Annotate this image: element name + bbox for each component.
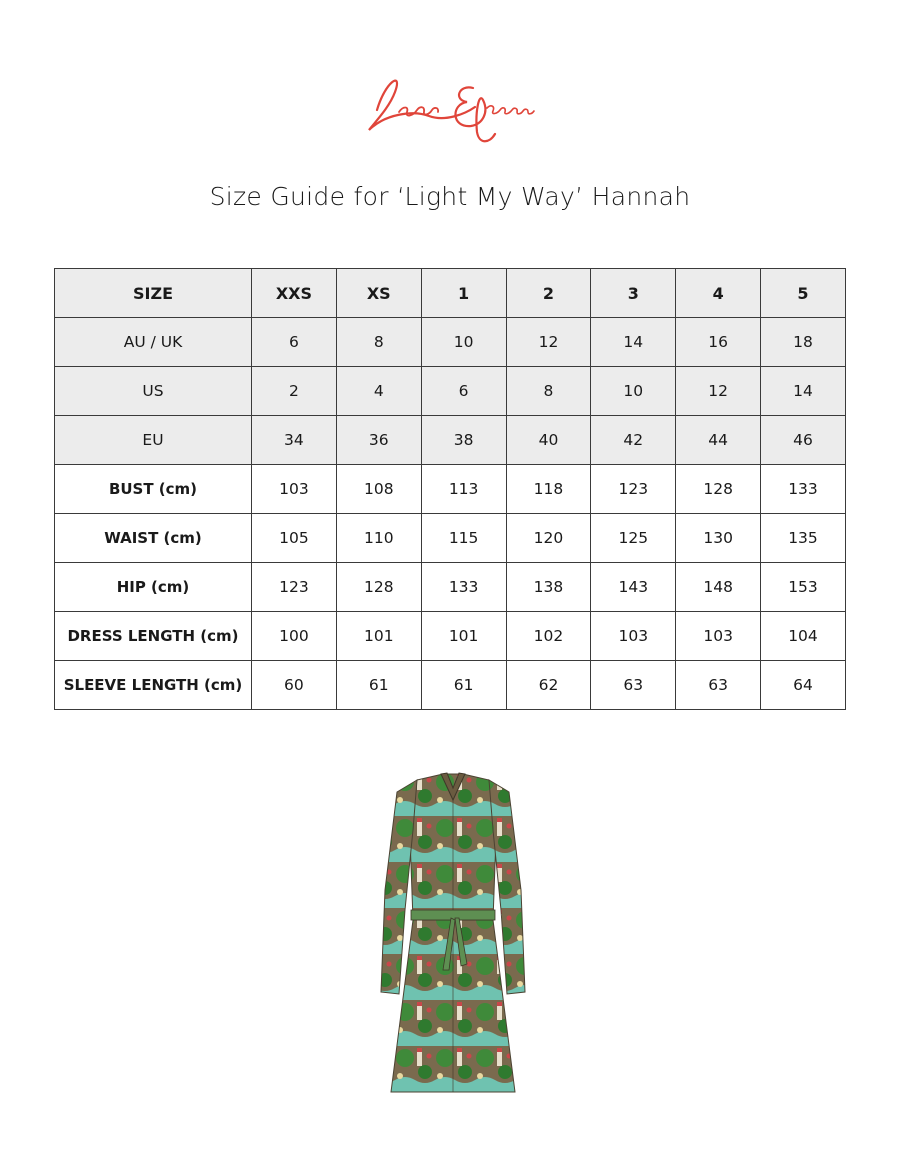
- table-row: [55, 416, 846, 465]
- size-header-cell: 2: [506, 269, 591, 318]
- table-cell: 16: [676, 318, 761, 367]
- size-header-cell: XS: [336, 269, 421, 318]
- table-cell: 61: [421, 661, 506, 710]
- table-row: [55, 465, 846, 514]
- row-label: SLEEVE LENGTH (cm): [55, 661, 252, 710]
- table-cell: 63: [676, 661, 761, 710]
- table-cell: 104: [761, 612, 846, 661]
- table-cell: 100: [252, 612, 337, 661]
- table-cell: 105: [252, 514, 337, 563]
- table-cell: 60: [252, 661, 337, 710]
- row-label: DRESS LENGTH (cm): [55, 612, 252, 661]
- table-cell: 10: [421, 318, 506, 367]
- printed-shirt-dress-image: [355, 770, 550, 1100]
- table-cell: 12: [676, 367, 761, 416]
- table-cell: 44: [676, 416, 761, 465]
- size-header-cell: 1: [421, 269, 506, 318]
- size-guide-table: [54, 268, 846, 710]
- size-header-cell: 4: [676, 269, 761, 318]
- table-cell: 62: [506, 661, 591, 710]
- table-cell: 153: [761, 563, 846, 612]
- table-cell: 103: [676, 612, 761, 661]
- table-cell: 63: [591, 661, 676, 710]
- table-cell: 138: [506, 563, 591, 612]
- table-cell: 6: [421, 367, 506, 416]
- table-cell: 18: [761, 318, 846, 367]
- table-row: [55, 514, 846, 563]
- table-cell: 46: [761, 416, 846, 465]
- table-cell: 133: [421, 563, 506, 612]
- table-cell: 8: [336, 318, 421, 367]
- size-header-cell: XXS: [252, 269, 337, 318]
- table-cell: 61: [336, 661, 421, 710]
- table-header-row: [55, 269, 846, 318]
- table-row: [55, 661, 846, 710]
- table-cell: 128: [676, 465, 761, 514]
- size-header-cell: 5: [761, 269, 846, 318]
- table-cell: 103: [252, 465, 337, 514]
- table-cell: 123: [252, 563, 337, 612]
- table-cell: 113: [421, 465, 506, 514]
- size-header-label: SIZE: [55, 269, 252, 318]
- table-cell: 101: [421, 612, 506, 661]
- table-row: [55, 318, 846, 367]
- table-cell: 6: [252, 318, 337, 367]
- table-cell: 115: [421, 514, 506, 563]
- table-cell: 101: [336, 612, 421, 661]
- row-label: US: [55, 367, 252, 416]
- table-cell: 123: [591, 465, 676, 514]
- table-cell: 14: [591, 318, 676, 367]
- table-cell: 133: [761, 465, 846, 514]
- row-label: EU: [55, 416, 252, 465]
- row-label: WAIST (cm): [55, 514, 252, 563]
- table-cell: 103: [591, 612, 676, 661]
- table-cell: 40: [506, 416, 591, 465]
- table-row: [55, 563, 846, 612]
- table-row: [55, 367, 846, 416]
- table-cell: 38: [421, 416, 506, 465]
- table-cell: 12: [506, 318, 591, 367]
- size-header-cell: 3: [591, 269, 676, 318]
- table-cell: 120: [506, 514, 591, 563]
- table-row: [55, 612, 846, 661]
- table-cell: 10: [591, 367, 676, 416]
- row-label: HIP (cm): [55, 563, 252, 612]
- table-cell: 128: [336, 563, 421, 612]
- table-cell: 102: [506, 612, 591, 661]
- table-cell: 2: [252, 367, 337, 416]
- table-cell: 36: [336, 416, 421, 465]
- page-title: Size Guide for ‘Light My Way’ Hannah: [209, 182, 691, 211]
- table-cell: 143: [591, 563, 676, 612]
- row-label: BUST (cm): [55, 465, 252, 514]
- table-cell: 118: [506, 465, 591, 514]
- table-cell: 125: [591, 514, 676, 563]
- table-cell: 8: [506, 367, 591, 416]
- table-cell: 4: [336, 367, 421, 416]
- table-cell: 108: [336, 465, 421, 514]
- table-cell: 130: [676, 514, 761, 563]
- table-cell: 42: [591, 416, 676, 465]
- table-cell: 14: [761, 367, 846, 416]
- row-label: AU / UK: [55, 318, 252, 367]
- brand-logo: [355, 52, 545, 152]
- table-cell: 148: [676, 563, 761, 612]
- table-cell: 34: [252, 416, 337, 465]
- table-cell: 110: [336, 514, 421, 563]
- table-cell: 135: [761, 514, 846, 563]
- table-cell: 64: [761, 661, 846, 710]
